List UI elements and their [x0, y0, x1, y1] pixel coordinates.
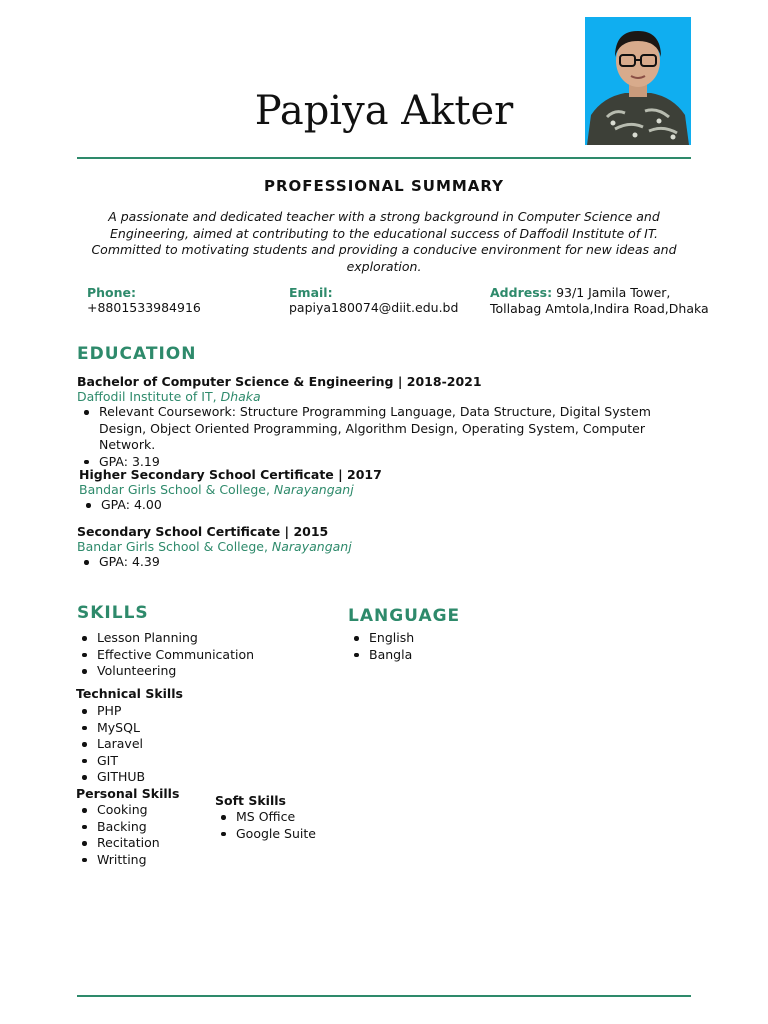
institution: Daffodil Institute of IT, Dhaka: [77, 389, 261, 404]
list-item: GIT: [75, 753, 145, 770]
list-item: Backing: [75, 819, 160, 836]
technical-skills-list: [75, 703, 145, 786]
list-item: Writting: [75, 852, 160, 869]
email-value: papiya180074@diit.edu.bd: [289, 300, 459, 315]
summary-heading: PROFESSIONAL SUMMARY: [263, 177, 505, 195]
footer-divider: [77, 995, 691, 997]
list-item: Lesson Planning: [75, 630, 254, 647]
skills-heading: SKILLS: [77, 603, 149, 623]
technical-skills-heading: Technical Skills: [76, 686, 183, 701]
coursework-list: [77, 404, 677, 470]
address-block: [490, 285, 762, 317]
list-item: GPA: 4.39: [77, 554, 677, 571]
institution: Bandar Girls School & College, Narayanganj: [79, 482, 354, 497]
list-item: Cooking: [75, 802, 160, 819]
phone-value: +8801533984916: [87, 300, 201, 315]
gpa-list: [77, 554, 677, 571]
list-item: MS Office: [214, 809, 316, 826]
email-block: [289, 285, 458, 316]
education-entry-1: [77, 374, 677, 470]
address-line1: 93/1 Jamila Tower,: [556, 285, 671, 300]
degree-title: Higher Secondary School Certificate | 2017: [79, 467, 382, 482]
education-heading: EDUCATION: [77, 344, 197, 364]
list-item: Recitation: [75, 835, 160, 852]
soft-skills-heading: Soft Skills: [215, 793, 286, 808]
language-heading: LANGUAGE: [348, 606, 461, 626]
list-item: Volunteering: [75, 663, 254, 680]
list-item: Bangla: [347, 647, 414, 664]
personal-skills-list: [75, 802, 160, 868]
list-item: GPA: 4.00: [79, 497, 679, 514]
soft-skills-list: [214, 809, 316, 842]
language-list: [347, 630, 414, 663]
email-label: Email:: [289, 285, 333, 300]
general-skills-list: [75, 630, 254, 680]
phone-label: Phone:: [87, 285, 137, 300]
degree-title: Secondary School Certificate | 2015: [77, 524, 329, 539]
list-item: English: [347, 630, 414, 647]
list-item: GITHUB: [75, 769, 145, 786]
address-label: Address:: [490, 285, 553, 300]
personal-skills-heading: Personal Skills: [76, 786, 180, 801]
address-line2: Tollabag Amtola,Indira Road,Dhaka: [490, 301, 709, 316]
summary-text: A passionate and dedicated teacher with a strong background in Computer Science and Engineering, aimed at contributing to the educational success of Daffodil Institute of IT. Committed to motivating students and providing a conducive environment for new ideas and exploration.: [91, 209, 677, 274]
list-item: Relevant Coursework: Structure Programming Language, Data Structure, Digital System Design, Object Oriented Programming, Algorithm Design, Operating System, Computer Network.: [77, 404, 677, 454]
phone-block: [87, 285, 201, 316]
list-item: GPA: 3.19: [77, 454, 677, 471]
list-item: Google Suite: [214, 826, 316, 843]
education-entry-2: [79, 467, 679, 514]
list-item: MySQL: [75, 720, 145, 737]
candidate-name: Papiya Akter: [254, 88, 514, 134]
list-item: Effective Communication: [75, 647, 254, 664]
list-item: Laravel: [75, 736, 145, 753]
gpa-list: [79, 497, 679, 514]
degree-title: Bachelor of Computer Science & Engineering | 2018-2021: [77, 374, 482, 389]
institution: Bandar Girls School & College, Narayanganj: [77, 539, 352, 554]
list-item: PHP: [75, 703, 145, 720]
header-divider: [77, 157, 691, 159]
education-entry-3: [77, 524, 677, 571]
